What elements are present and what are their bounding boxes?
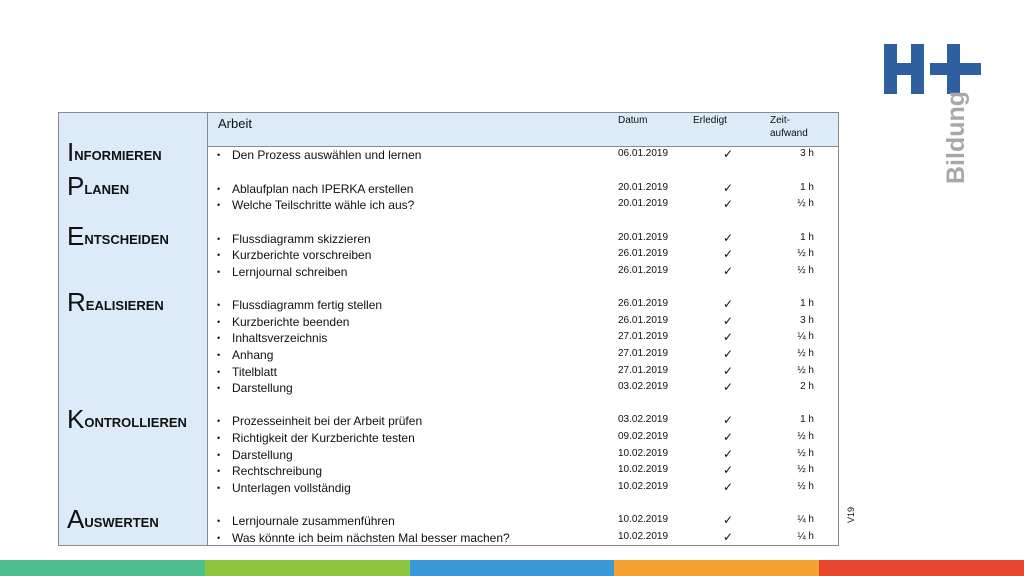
bullet-icon: •	[217, 450, 221, 460]
bullet-icon: •	[217, 150, 221, 160]
checkmark-icon: ✓	[723, 314, 734, 328]
task-time: ¼ h	[797, 531, 814, 542]
stripe-red	[819, 560, 1024, 576]
bullet-icon: •	[217, 516, 221, 526]
task-date: 10.02.2019	[618, 481, 669, 492]
table-row	[208, 330, 838, 346]
task-text: Inhaltsverzeichnis	[232, 331, 328, 345]
phase-planen: PLANEN	[67, 171, 130, 201]
task-date: 26.01.2019	[618, 248, 669, 259]
task-time: ½ h	[797, 448, 814, 459]
task-date: 26.01.2019	[618, 265, 669, 276]
task-text: Den Prozess auswählen und lernen	[232, 148, 422, 162]
checkmark-icon: ✓	[723, 530, 734, 544]
task-date: 20.01.2019	[618, 232, 669, 243]
task-text: Ablaufplan nach IPERKA erstellen	[232, 182, 414, 196]
bullet-icon: •	[217, 250, 221, 260]
hplus-bildung-logo	[884, 44, 982, 186]
checkmark-icon: ✓	[723, 197, 734, 211]
table-row	[208, 447, 838, 463]
table-row	[208, 530, 838, 546]
version-label: V19	[846, 506, 856, 523]
bullet-icon: •	[217, 333, 221, 343]
task-date: 10.02.2019	[618, 448, 669, 459]
task-time: 1 h	[800, 298, 814, 309]
bullet-icon: •	[217, 483, 221, 493]
task-time: 3 h	[800, 315, 814, 326]
task-text: Darstellung	[232, 381, 293, 395]
checkmark-icon: ✓	[723, 447, 734, 461]
task-time: 3 h	[800, 148, 814, 159]
task-time: ½ h	[797, 348, 814, 359]
task-text: Flussdiagramm fertig stellen	[232, 298, 383, 312]
bullet-icon: •	[217, 234, 221, 244]
checkmark-icon: ✓	[723, 364, 734, 378]
task-date: 27.01.2019	[618, 348, 669, 359]
stripe-green	[205, 560, 410, 576]
task-text: Kurzberichte vorschreiben	[232, 248, 372, 262]
checkmark-icon: ✓	[723, 380, 734, 394]
table-row	[208, 247, 838, 263]
table-row	[208, 513, 838, 529]
task-text: Lernjournale zusammenführen	[232, 514, 395, 528]
checkmark-icon: ✓	[723, 513, 734, 527]
color-stripes	[0, 560, 1024, 576]
table-header	[208, 113, 838, 147]
task-date: 26.01.2019	[618, 298, 669, 309]
checkmark-icon: ✓	[723, 231, 734, 245]
checkmark-icon: ✓	[723, 330, 734, 344]
phase-realisieren: REALISIEREN	[67, 287, 164, 317]
bullet-icon: •	[217, 533, 221, 543]
phase-entscheiden: ENTSCHEIDEN	[67, 221, 169, 251]
task-time: ½ h	[797, 365, 814, 376]
bullet-icon: •	[217, 466, 221, 476]
bullet-icon: •	[217, 317, 221, 327]
table-row	[208, 364, 838, 380]
checkmark-icon: ✓	[723, 147, 734, 161]
bullet-icon: •	[217, 300, 221, 310]
task-text: Unterlagen vollständig	[232, 481, 351, 495]
task-date: 20.01.2019	[618, 198, 669, 209]
table-row	[208, 231, 838, 247]
task-date: 03.02.2019	[618, 381, 669, 392]
task-date: 09.02.2019	[618, 431, 669, 442]
task-time: ½ h	[797, 464, 814, 475]
table-row	[208, 430, 838, 446]
table-row	[208, 147, 838, 163]
table-row	[208, 181, 838, 197]
checkmark-icon: ✓	[723, 347, 734, 361]
header-datum: Datum	[618, 115, 648, 126]
table-row	[208, 314, 838, 330]
task-date: 27.01.2019	[618, 331, 669, 342]
task-time: ¼ h	[797, 331, 814, 342]
checkmark-icon: ✓	[723, 413, 734, 427]
table-row	[208, 297, 838, 313]
task-text: Anhang	[232, 348, 274, 362]
checkmark-icon: ✓	[723, 480, 734, 494]
checkmark-icon: ✓	[723, 264, 734, 278]
hplus-logo-mark	[884, 44, 981, 94]
bullet-icon: •	[217, 416, 221, 426]
task-date: 06.01.2019	[618, 148, 669, 159]
stripe-blue	[410, 560, 615, 576]
task-time: ½ h	[797, 248, 814, 259]
task-text: Was könnte ich beim nächsten Mal besser machen?	[232, 531, 510, 545]
checkmark-icon: ✓	[723, 430, 734, 444]
task-time: 1 h	[800, 232, 814, 243]
header-zeitaufwand: Zeit- aufwand	[770, 115, 808, 139]
task-time: 1 h	[800, 182, 814, 193]
bullet-icon: •	[217, 200, 221, 210]
iperka-table	[58, 112, 839, 546]
table-row	[208, 463, 838, 479]
phase-kontrollieren: KONTROLLIEREN	[67, 404, 187, 434]
stripe-orange	[614, 560, 819, 576]
header-arbeit: Arbeit	[218, 116, 252, 131]
task-time: ½ h	[797, 431, 814, 442]
checkmark-icon: ✓	[723, 463, 734, 477]
task-date: 26.01.2019	[618, 315, 669, 326]
task-text: Darstellung	[232, 448, 293, 462]
header-erledigt: Erledigt	[693, 115, 727, 126]
table-row	[208, 480, 838, 496]
table-row	[208, 413, 838, 429]
bullet-icon: •	[217, 267, 221, 277]
phase-column	[59, 113, 208, 545]
task-date: 10.02.2019	[618, 514, 669, 525]
phase-auswerten: AUSWERTEN	[67, 504, 159, 534]
task-text: Richtigkeit der Kurzberichte testen	[232, 431, 415, 445]
bullet-icon: •	[217, 433, 221, 443]
stripe-teal	[0, 560, 205, 576]
task-time: 2 h	[800, 381, 814, 392]
task-date: 27.01.2019	[618, 365, 669, 376]
bullet-icon: •	[217, 367, 221, 377]
task-text: Lernjournal schreiben	[232, 265, 348, 279]
task-date: 10.02.2019	[618, 464, 669, 475]
task-text: Titelblatt	[232, 365, 277, 379]
task-date: 20.01.2019	[618, 182, 669, 193]
phase-informieren: INFORMIEREN	[67, 137, 162, 167]
task-text: Rechtschreibung	[232, 464, 323, 478]
task-time: ½ h	[797, 481, 814, 492]
task-date: 10.02.2019	[618, 531, 669, 542]
table-row	[208, 197, 838, 213]
task-text: Kurzberichte beenden	[232, 315, 350, 329]
checkmark-icon: ✓	[723, 181, 734, 195]
logo-word-bildung: Bildung	[942, 90, 970, 184]
checkmark-icon: ✓	[723, 247, 734, 261]
task-time: 1 h	[800, 414, 814, 425]
task-time: ½ h	[797, 265, 814, 276]
task-time: ¼ h	[797, 514, 814, 525]
task-text: Flussdiagramm skizzieren	[232, 232, 371, 246]
table-row	[208, 264, 838, 280]
checkmark-icon: ✓	[723, 297, 734, 311]
task-text: Prozesseinheit bei der Arbeit prüfen	[232, 414, 423, 428]
bullet-icon: •	[217, 383, 221, 393]
task-text: Welche Teilschritte wähle ich aus?	[232, 198, 415, 212]
task-time: ½ h	[797, 198, 814, 209]
table-row	[208, 380, 838, 396]
bullet-icon: •	[217, 184, 221, 194]
task-date: 03.02.2019	[618, 414, 669, 425]
table-row	[208, 347, 838, 363]
bullet-icon: •	[217, 350, 221, 360]
